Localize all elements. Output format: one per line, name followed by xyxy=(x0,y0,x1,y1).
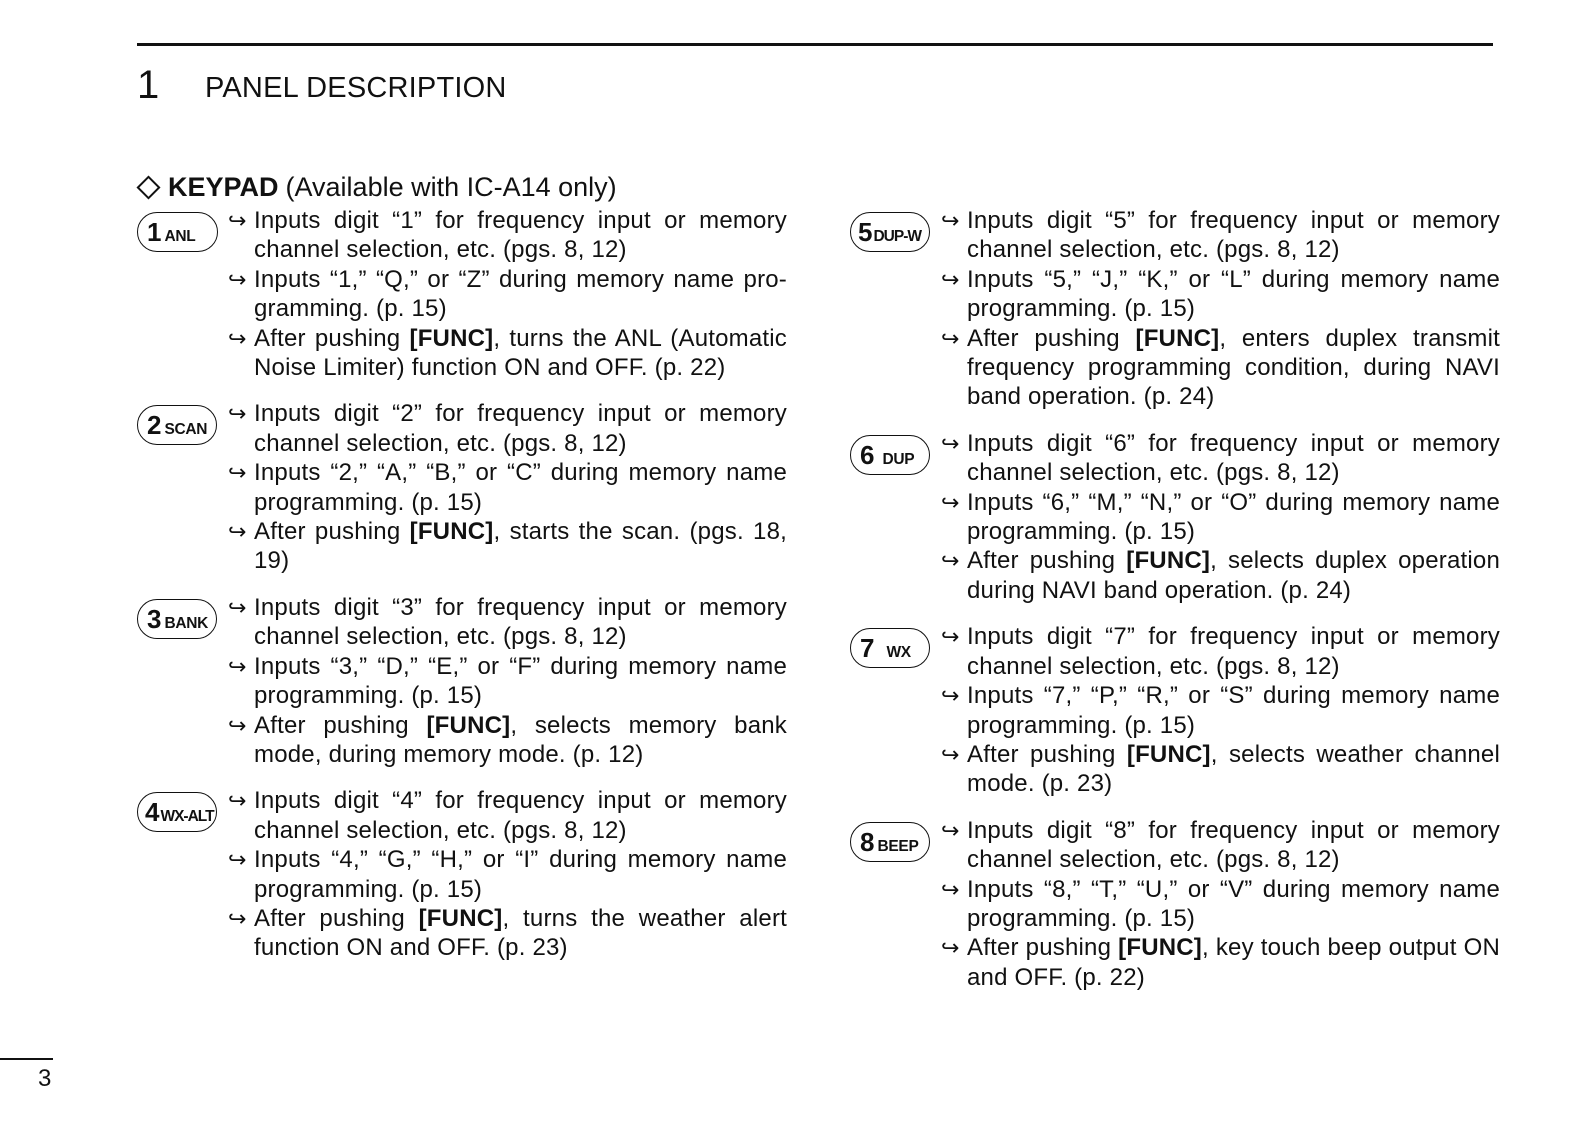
key-digit: 5 xyxy=(858,217,873,247)
key-label: WX xyxy=(886,644,911,662)
arrow-icon: ↪ xyxy=(228,401,247,427)
bullet-item: ↪ Inputs “5,” “J,” “K,” or “L” during memory name programming. (p. 15) xyxy=(941,265,1500,323)
key-label: SCAN xyxy=(164,421,208,439)
key-label: DUP-W xyxy=(873,228,921,245)
arrow-icon: ↪ xyxy=(228,519,247,545)
bullet-item: ↪ Inputs “1,” “Q,” or “Z” during memory name pro-gramming. (p. 15) xyxy=(228,265,787,323)
bullet-item: ↪ Inputs digit “1” for frequency input or memory channel selection, etc. (pgs. 8, 12) xyxy=(228,207,787,264)
key-entry-2 xyxy=(137,399,787,575)
key-digit: 7 xyxy=(860,633,875,664)
func-key-ref: [FUNC] xyxy=(409,324,494,352)
arrow-icon: ↪ xyxy=(228,847,247,873)
right-column xyxy=(850,206,1500,992)
key-digit: 2 xyxy=(147,410,162,441)
key-entry-6 xyxy=(850,429,1500,605)
bullet-list xyxy=(137,593,787,769)
arrow-icon: ↪ xyxy=(941,548,960,574)
chapter-number: 1 xyxy=(137,63,160,107)
key-digit: 6 xyxy=(860,439,875,470)
func-key-ref: [FUNC] xyxy=(1135,324,1220,352)
key-label: BANK xyxy=(164,614,209,632)
bullet-list xyxy=(137,786,787,962)
arrow-icon: ↪ xyxy=(941,266,960,292)
bullet-list xyxy=(850,206,1500,412)
bullet-list xyxy=(850,429,1500,605)
arrow-icon: ↪ xyxy=(228,460,247,486)
bullet-item: ↪ After pushing [FUNC], selects weather channel mode. (p. 23) xyxy=(941,740,1501,798)
func-key-ref: [FUNC] xyxy=(1126,547,1211,575)
key-digit: 4 xyxy=(145,797,160,828)
func-key-ref: [FUNC] xyxy=(1118,934,1202,962)
key-digit: 8 xyxy=(860,826,875,857)
bullet-item: ↪ After pushing [FUNC], turns the ANL (Automatic Noise Limiter) function ON and OFF. (p. 22) xyxy=(228,324,787,382)
arrow-icon: ↪ xyxy=(228,266,247,292)
key-digit: 3 xyxy=(147,603,162,634)
key-6-dup-icon xyxy=(850,435,930,475)
bullet-item: ↪ Inputs “3,” “D,” “E,” or “F” during memory name programming. (p. 15) xyxy=(228,652,787,710)
bullet-item: ↪ Inputs digit “3” for frequency input or memory channel selection, etc. (pgs. 8, 12) xyxy=(228,593,787,651)
bullet-item: ↪ Inputs “7,” “P,” “R,” or “S” during memory name programming. (p. 15) xyxy=(941,682,1500,739)
key-entry-4 xyxy=(137,786,787,962)
key-label: WX-ALT xyxy=(160,808,214,826)
key-4-wx-alt-icon xyxy=(137,792,217,832)
bullet-item: ↪ Inputs digit “7” for frequency input or memory channel selection, etc. (pgs. 8, 12) xyxy=(941,623,1500,680)
bullet-list xyxy=(850,816,1500,992)
diamond-icon xyxy=(136,175,160,199)
page-number: 3 xyxy=(38,1065,52,1092)
func-key-ref: [FUNC] xyxy=(409,518,494,546)
section-subtitle: (Available with IC-A14 only) xyxy=(285,172,617,202)
header-rule xyxy=(137,43,1493,46)
bullet-item: ↪ Inputs “2,” “A,” “B,” or “C” during memory name programming. (p. 15) xyxy=(228,459,787,516)
bullet-item: ↪ Inputs “4,” “G,” “H,” or “I” during memory name programming. (p. 15) xyxy=(228,846,787,903)
arrow-icon: ↪ xyxy=(941,325,960,351)
key-label: BEEP xyxy=(877,837,919,855)
arrow-icon: ↪ xyxy=(941,208,960,233)
chapter-title: PANEL DESCRIPTION xyxy=(205,72,507,104)
bullet-item: ↪ Inputs digit “4” for frequency input or memory channel selection, etc. (pgs. 8, 12) xyxy=(228,787,787,844)
arrow-icon: ↪ xyxy=(228,712,247,738)
bullet-item: ↪ Inputs digit “5” for frequency input or memory channel selection, etc. (pgs. 8, 12) xyxy=(941,207,1500,264)
bullet-list xyxy=(137,206,787,382)
key-entry-7 xyxy=(850,622,1500,798)
bullet-item: ↪ After pushing [FUNC], selects duplex operation during NAVI band operation. (p. 24) xyxy=(941,547,1500,604)
key-digit: 1 xyxy=(147,217,162,247)
bullet-item: ↪ After pushing [FUNC], enters duplex transmit frequency programming condition, during NAVI band operation. (p. 24) xyxy=(941,324,1500,411)
arrow-icon: ↪ xyxy=(228,905,247,931)
key-8-beep-icon xyxy=(850,822,930,862)
arrow-icon: ↪ xyxy=(228,325,247,351)
arrow-icon: ↪ xyxy=(228,788,247,814)
key-1-anl-icon xyxy=(137,212,218,252)
func-key-ref: [FUNC] xyxy=(426,711,511,739)
footer-rule xyxy=(0,1058,53,1060)
func-key-ref: [FUNC] xyxy=(1126,740,1211,768)
bullet-item: ↪ Inputs digit “8” for frequency input or memory channel selection, etc. (pgs. 8, 12) xyxy=(941,816,1500,874)
key-2-scan-icon xyxy=(137,405,217,445)
bullet-item: ↪ After pushing [FUNC], turns the weather alert function ON and OFF. (p. 23) xyxy=(228,904,787,962)
arrow-icon: ↪ xyxy=(228,594,247,620)
bullet-item: ↪ After pushing [FUNC], key touch beep output ON and OFF. (p. 22) xyxy=(941,934,1500,991)
arrow-icon: ↪ xyxy=(941,741,960,767)
key-7-wx-icon xyxy=(850,628,930,668)
bullet-item: ↪ After pushing [FUNC], starts the scan. (pgs. 18, 19) xyxy=(228,518,788,575)
arrow-icon: ↪ xyxy=(941,876,960,902)
section-title: KEYPAD xyxy=(168,172,279,202)
left-column xyxy=(137,206,787,963)
bullet-list xyxy=(137,399,787,575)
arrow-icon: ↪ xyxy=(941,430,960,456)
key-3-bank-icon xyxy=(137,599,217,639)
func-key-ref: [FUNC] xyxy=(418,904,503,932)
arrow-icon: ↪ xyxy=(228,653,247,679)
bullet-list xyxy=(850,622,1500,798)
arrow-icon: ↪ xyxy=(941,489,960,515)
arrow-icon: ↪ xyxy=(941,935,960,961)
arrow-icon: ↪ xyxy=(941,683,960,709)
arrow-icon: ↪ xyxy=(941,624,960,650)
bullet-item: ↪ Inputs “6,” “M,” “N,” or “O” during memory name programming. (p. 15) xyxy=(941,488,1500,546)
bullet-item: ↪ Inputs digit “6” for frequency input or memory channel selection, etc. (pgs. 8, 12) xyxy=(941,429,1500,487)
section-heading xyxy=(137,170,617,204)
bullet-item: ↪ After pushing [FUNC], selects memory bank mode, during memory mode. (p. 12) xyxy=(228,711,787,768)
bullet-item: ↪ Inputs “8,” “T,” “U,” or “V” during memory name programming. (p. 15) xyxy=(941,875,1500,932)
arrow-icon: ↪ xyxy=(941,817,960,843)
key-label: DUP xyxy=(882,450,915,468)
key-5-dup-w-icon xyxy=(850,212,930,252)
key-entry-5 xyxy=(850,206,1500,412)
key-entry-8 xyxy=(850,816,1500,992)
key-entry-3 xyxy=(137,593,787,769)
key-label: ANL xyxy=(164,228,196,245)
arrow-icon: ↪ xyxy=(228,208,247,233)
bullet-item: ↪ Inputs digit “2” for frequency input or memory channel selection, etc. (pgs. 8, 12) xyxy=(228,400,787,457)
key-entry-1 xyxy=(137,206,787,382)
